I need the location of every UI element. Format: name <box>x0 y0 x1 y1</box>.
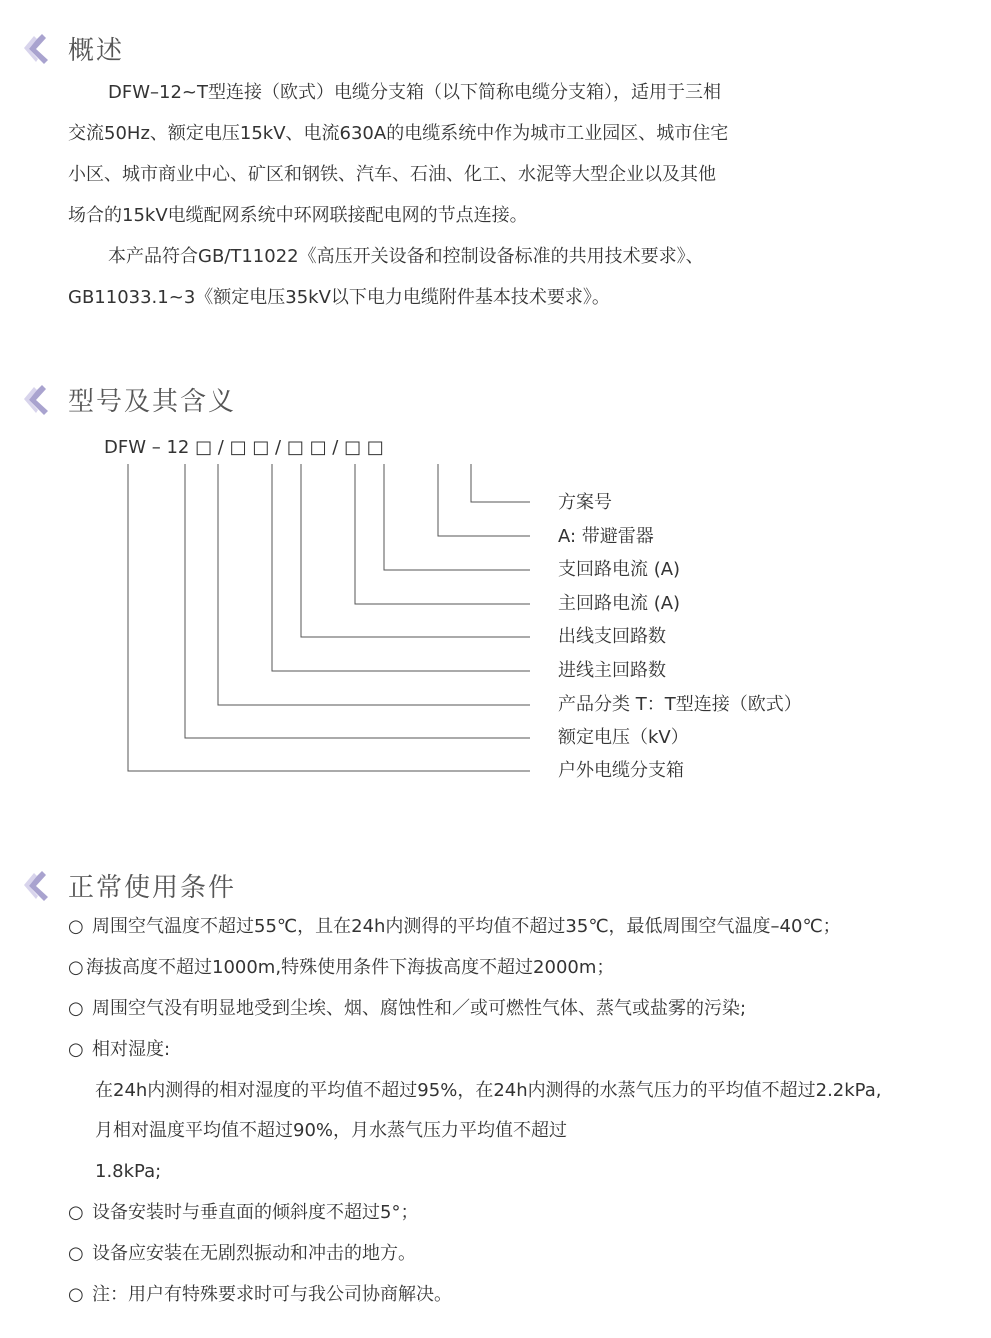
model-label: 进线主回路数 <box>558 660 666 681</box>
leader-line <box>438 464 530 536</box>
condition-subline: 月相对温度平均值不超过90%，月水蒸气压力平均值不超过 <box>95 1120 568 1141</box>
leader-line <box>471 464 530 502</box>
bracket-icon <box>20 869 52 903</box>
condition-subline: 1.8kPa; <box>95 1161 162 1182</box>
bullet-icon: ○ <box>68 1202 84 1223</box>
section-title: 概述 <box>68 36 125 66</box>
model-label: A: 带避雷器 <box>558 526 654 547</box>
model-label: 出线支回路数 <box>558 626 666 647</box>
overview-line: 场合的15kV电缆配网系统中环网联接配电网的节点连接。 <box>68 205 528 226</box>
leader-line <box>128 464 530 771</box>
condition-text: 海拔高度不超过1000m,特殊使用条件下海拔高度不超过2000m； <box>86 957 615 978</box>
bullet-icon: ○ <box>68 1243 84 1264</box>
overview-line: 交流50Hz、额定电压15kV、电流630A的电缆系统中作为城市工业园区、城市住宅 <box>68 123 729 144</box>
condition-item <box>68 997 746 1021</box>
condition-item <box>68 1038 170 1062</box>
bullet-icon: ○ <box>68 916 84 937</box>
model-label: 户外电缆分支箱 <box>558 760 684 781</box>
leader-line <box>218 464 530 705</box>
leader-line <box>272 464 530 671</box>
condition-text: 周围空气没有明显地受到尘埃、烟、腐蚀性和／或可燃性气体、蒸气或盐雾的污染; <box>92 998 747 1019</box>
condition-text: 相对湿度: <box>92 1039 171 1060</box>
condition-item <box>68 956 614 980</box>
condition-text: 设备安装时与垂直面的倾斜度不超过5°； <box>92 1202 419 1223</box>
condition-subline: 在24h内测得的相对湿度的平均值不超过95%，在24h内测得的水蒸气压力的平均值不超过2.2kPa, <box>95 1080 882 1101</box>
condition-text: 注：用户有特殊要求时可与我公司协商解决。 <box>92 1284 452 1305</box>
condition-item <box>68 1201 418 1225</box>
leader-line <box>384 464 530 570</box>
overview-line: DFW–12~T型连接（欧式）电缆分支箱（以下简称电缆分支箱），适用于三相 <box>108 82 721 103</box>
bullet-icon: ○ <box>68 1284 84 1305</box>
bullet-icon: ○ <box>68 998 84 1019</box>
model-label: 支回路电流 (A) <box>558 559 681 580</box>
condition-text: 周围空气温度不超过55℃，且在24h内测得的平均值不超过35℃，最低周围空气温度–40℃； <box>92 916 841 937</box>
bullet-icon: ○ <box>68 957 84 978</box>
section-header-conditions <box>20 867 236 904</box>
section-title: 正常使用条件 <box>68 873 237 903</box>
overview-line: 本产品符合GB/T11022《高压开关设备和控制设备标准的共用技术要求》、 <box>108 246 704 267</box>
condition-item <box>68 915 841 939</box>
bullet-icon: ○ <box>68 1039 84 1060</box>
condition-text: 设备应安装在无剧烈振动和冲击的地方。 <box>92 1243 416 1264</box>
leader-line <box>355 464 530 604</box>
section-title: 型号及其含义 <box>68 387 237 417</box>
model-label: 方案号 <box>558 492 612 513</box>
leader-line <box>301 464 530 637</box>
leader-line <box>185 464 530 738</box>
model-label: 额定电压（kV） <box>558 727 689 748</box>
overview-line: GB11033.1~3《额定电压35kV以下电力电缆附件基本技术要求》。 <box>68 287 610 308</box>
model-code: DFW – 12 □ / □ □ / □ □ / □ □ <box>104 437 384 458</box>
model-label: 主回路电流 (A) <box>558 593 681 614</box>
overview-line: 小区、城市商业中心、矿区和钢铁、汽车、石油、化工、水泥等大型企业以及其他 <box>68 164 716 185</box>
model-label: 产品分类 T：T型连接（欧式） <box>558 694 802 715</box>
condition-item <box>68 1242 416 1266</box>
condition-item <box>68 1283 452 1307</box>
